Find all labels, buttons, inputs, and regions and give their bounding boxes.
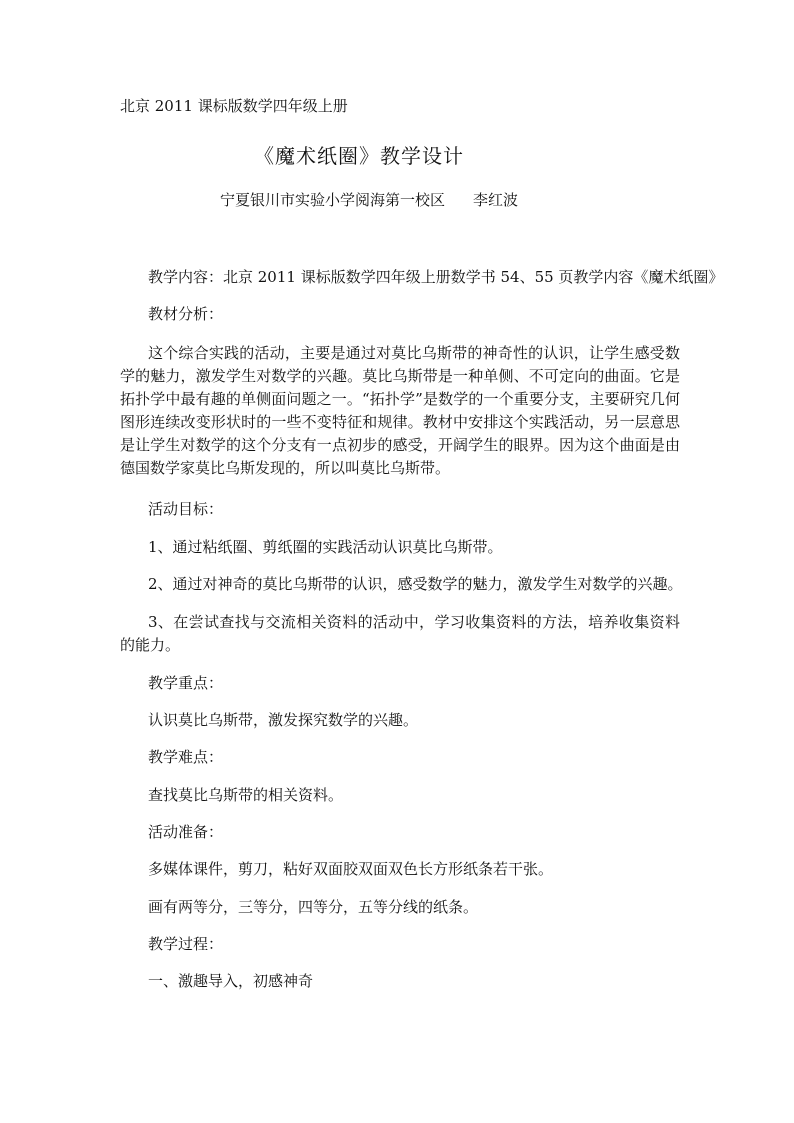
author-line [220,191,518,209]
goal-item-1: 1、通过粘纸圈、剪纸圈的实践活动认识莫比乌斯带。 [148,538,503,556]
document-title: 《魔术纸圈》教学设计 [254,144,464,168]
author-name: 李红波 [473,191,519,209]
author-school: 宁夏银川市实验小学阅海第一校区 [220,191,446,209]
goal-item-2: 2、通过对神奇的莫比乌斯带的认识，感受数学的魅力，激发学生对数学的兴趣。 [148,575,683,593]
prep-item-1: 多媒体课件，剪刀，粘好双面胶双面双色长方形纸条若干张。 [148,860,554,878]
edition-header: 北京 2011 课标版数学四年级上册 [120,97,348,115]
difficulty-heading: 教学难点： [148,748,224,766]
difficulty-text: 查找莫比乌斯带的相关资料。 [148,786,344,804]
goal-item-3: 3、在尝试查找与交流相关资料的活动中，学习收集资料的方法，培养收集资料的能力。 [120,613,680,654]
key-heading: 教学重点： [148,674,224,692]
analysis-heading: 教材分析： [148,305,224,323]
prep-item-2: 画有两等分，三等分，四等分，五等分线的纸条。 [148,898,479,916]
process-step-1: 一、激趣导入，初感神奇 [148,972,314,990]
key-text: 认识莫比乌斯带，激发探究数学的兴趣。 [148,711,419,729]
process-heading: 教学过程： [148,935,224,953]
analysis-paragraph: 这个综合实践的活动，主要是通过对莫比乌斯带的神奇性的认识，让学生感受数学的魅力，激发学生对数学的兴趣。莫比乌斯带是一种单侧、不可定向的曲面。它是拓扑学中最有趣的单侧面问题之一。“拓扑学”是数学的一个重要分支，主要研究几何图形连续改变形状时的一些不变特征和规律。教材中安排这个实践活动，另一层意思是让学生对数学的这个分支有一点初步的感受，开阔学生的眼界。因为这个曲面是由德国数学家莫比乌斯发现的，所以叫莫比乌斯带。 [120,344,680,477]
teaching-content: 教学内容：北京 2011 课标版数学四年级上册数学书 54、55 页教学内容《魔术纸圈》 [148,268,724,286]
prep-heading: 活动准备： [148,823,224,841]
goals-heading: 活动目标： [148,500,224,518]
